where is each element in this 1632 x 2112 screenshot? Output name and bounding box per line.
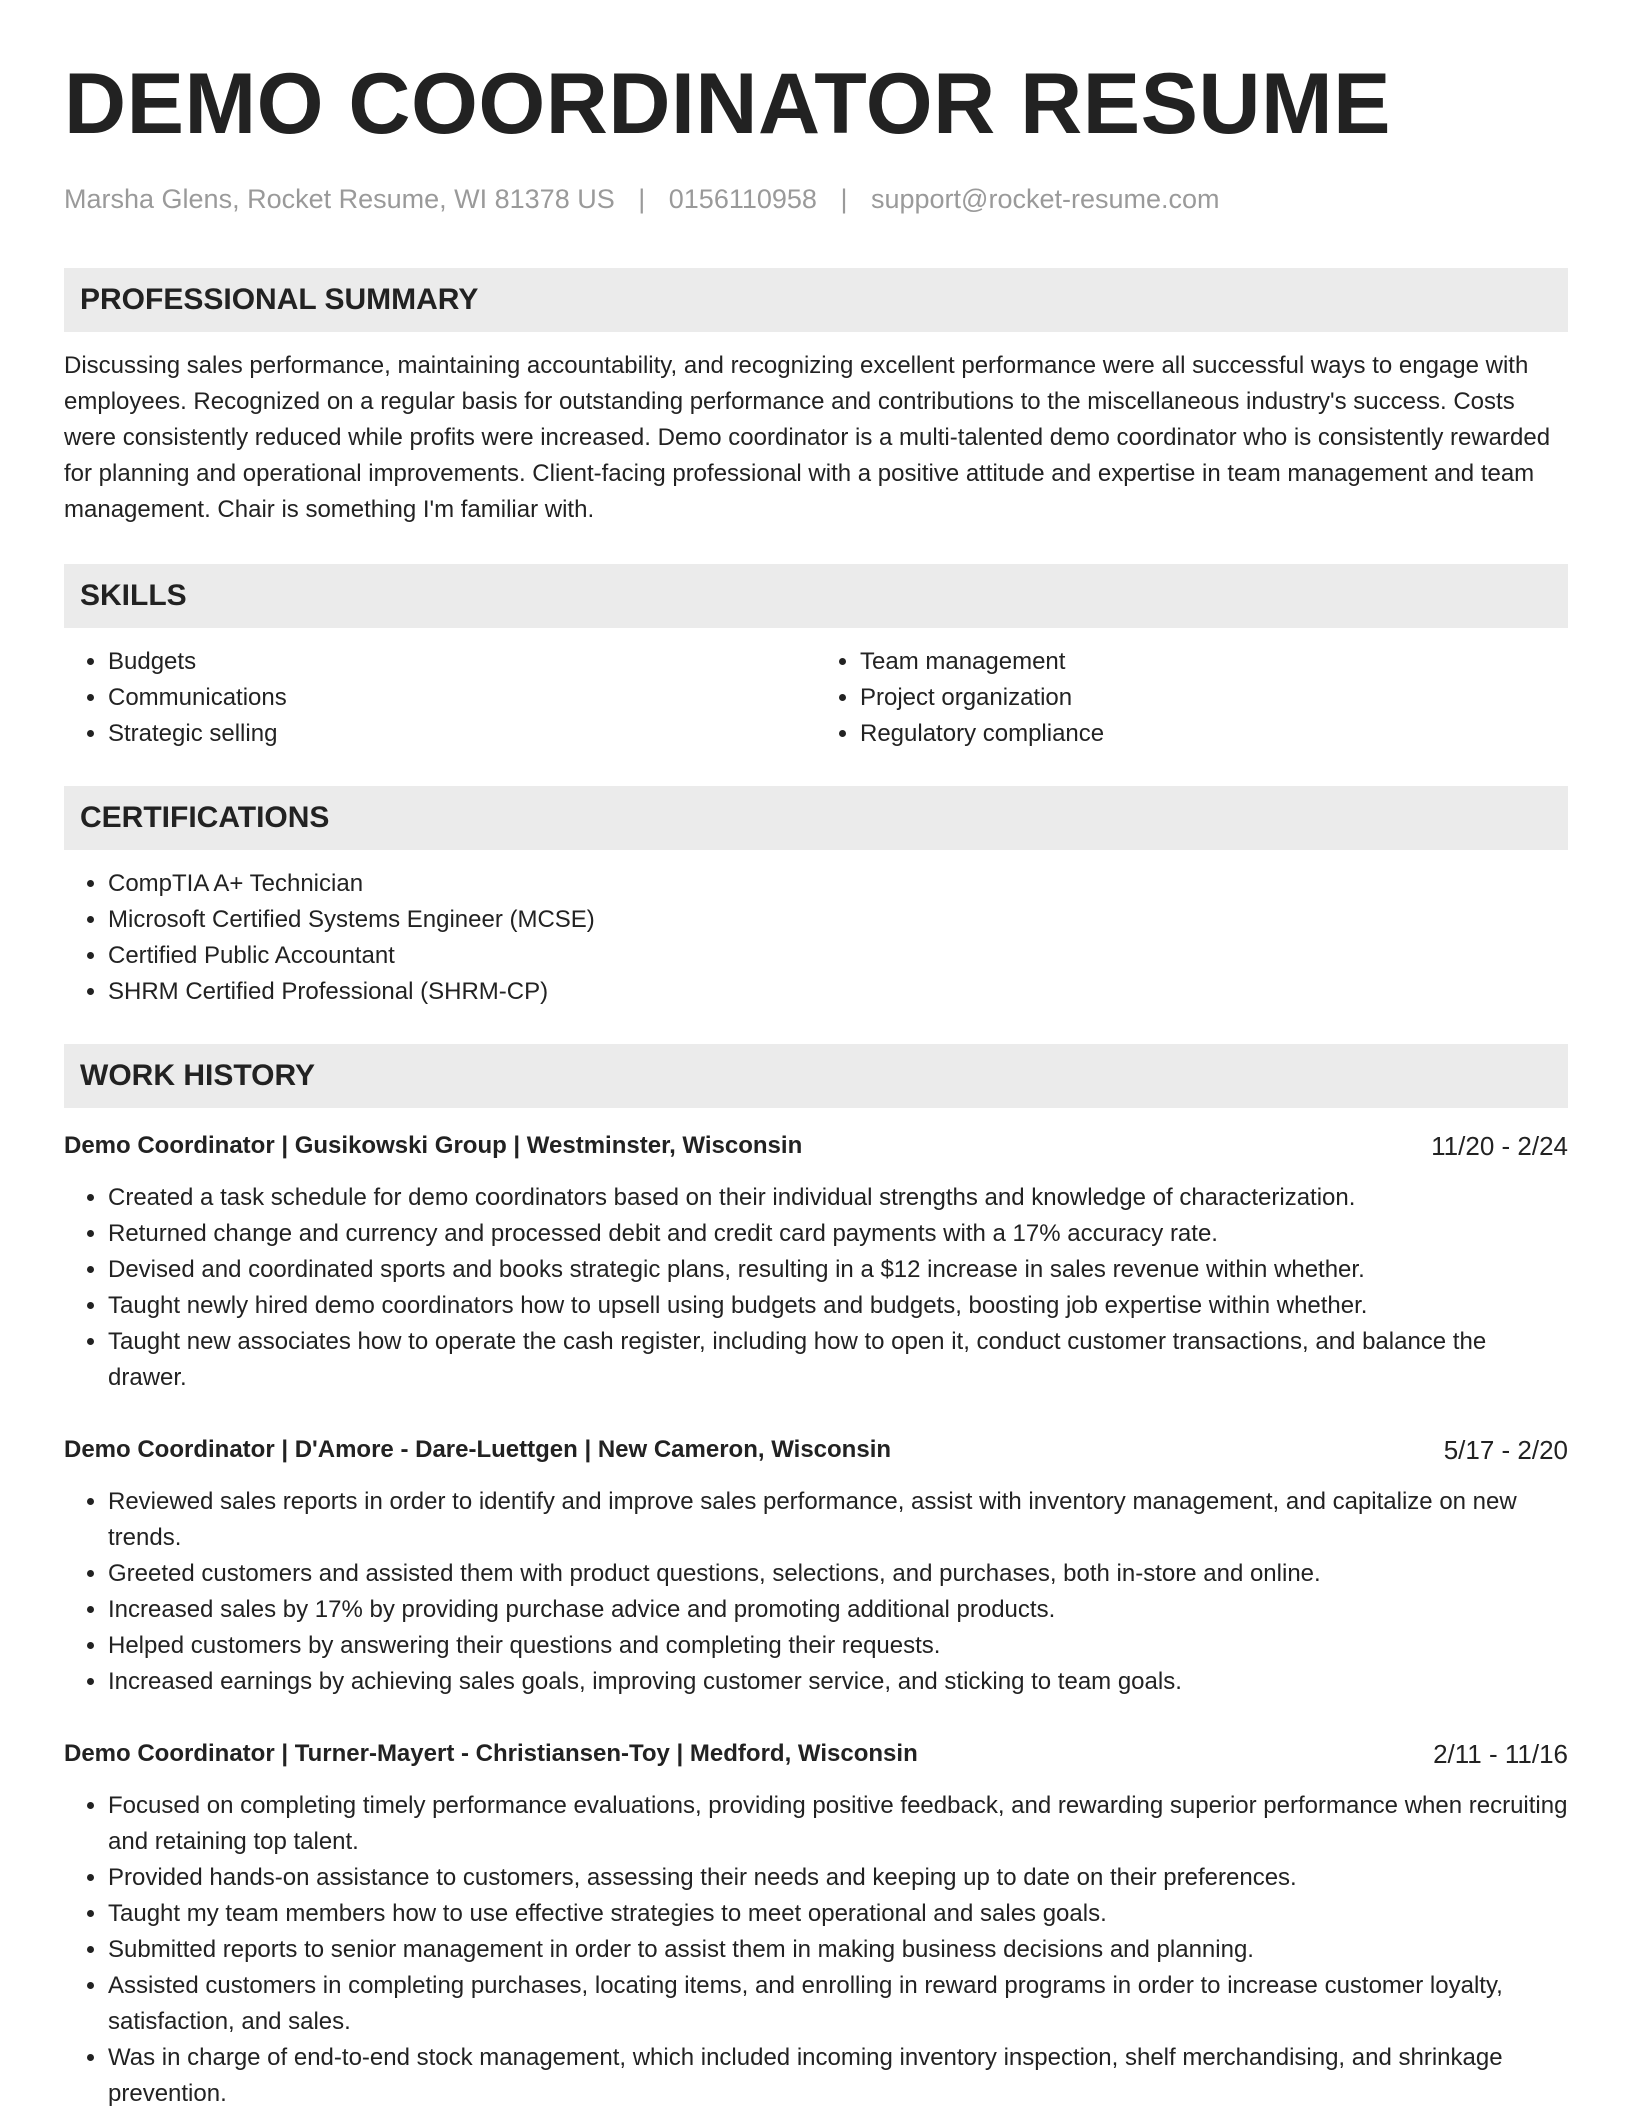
work-history-section — [64, 1044, 1568, 2112]
skill-item: • Budgets — [108, 644, 816, 680]
job-bullet: • Taught newly hired demo coordinators how to upsell using budgets and budgets, boosting job expertise within whether. — [108, 1288, 1568, 1324]
certifications-section — [64, 786, 1568, 1010]
job-bullets — [64, 1788, 1568, 2112]
certification-item: • CompTIA A+ Technician — [108, 866, 1568, 902]
skills-section — [64, 564, 1568, 752]
contact-address: Marsha Glens, Rocket Resume, WI 81378 US — [64, 184, 615, 214]
contact-separator: | — [638, 184, 646, 214]
certification-item: • SHRM Certified Professional (SHRM-CP) — [108, 974, 1568, 1010]
work-history-heading: WORK HISTORY — [64, 1044, 1568, 1108]
job-entry — [64, 1432, 1568, 1700]
skill-item: • Strategic selling — [108, 716, 816, 752]
skills-heading: SKILLS — [64, 564, 1568, 628]
job-dates: 2/11 - 11/16 — [1433, 1739, 1568, 1769]
job-entry — [64, 1128, 1568, 1396]
job-bullet: • Increased sales by 17% by providing purchase advice and promoting additional products. — [108, 1592, 1568, 1628]
resume-title: DEMO COORDINATOR RESUME — [64, 56, 1392, 152]
job-dates: 11/20 - 2/24 — [1431, 1131, 1568, 1161]
skill-item: • Regulatory compliance — [860, 716, 1568, 752]
job-bullet: • Taught new associates how to operate the cash register, including how to open it, conduct customer transactions, and balance the drawer. — [108, 1324, 1568, 1396]
summary-text: Discussing sales performance, maintaining accountability, and recognizing excellent performance were all successful ways to engage with employees. Recognized on a regular basis for outstanding performance and contributions to the miscellaneous industry's success. Costs were consistently reduced while profits were increased. Demo coordinator is a multi-talented demo coordinator who is consistently rewarded for planning and operational improvements. Client-facing professional with a positive attitude and expertise in team management and team management. Chair is something I'm familiar with. — [64, 352, 1551, 523]
skills-list-left — [64, 644, 816, 752]
contact-separator: | — [840, 184, 848, 214]
job-header — [64, 1736, 1568, 1772]
job-header — [64, 1128, 1568, 1164]
job-bullet: • Increased earnings by achieving sales goals, improving customer service, and sticking to team goals. — [108, 1664, 1568, 1700]
job-title: Demo Coordinator | Turner-Mayert - Christiansen-Toy | Medford, Wisconsin — [64, 1740, 918, 1767]
certification-item: • Certified Public Accountant — [108, 938, 1568, 974]
job-bullet: • Created a task schedule for demo coordinators based on their individual strengths and knowledge of characterization. — [108, 1180, 1568, 1216]
job-entry — [64, 1736, 1568, 2112]
job-title: Demo Coordinator | D'Amore - Dare-Luettgen | New Cameron, Wisconsin — [64, 1436, 892, 1463]
contact-line — [64, 182, 1568, 216]
contact-phone: 0156110958 — [668, 184, 817, 214]
job-bullet: • Greeted customers and assisted them with product questions, selections, and purchases, both in-store and online. — [108, 1556, 1568, 1592]
job-dates: 5/17 - 2/20 — [1443, 1435, 1568, 1465]
job-bullet: • Focused on completing timely performance evaluations, providing positive feedback, and rewarding superior performance when recruiting and retaining top talent. — [108, 1788, 1568, 1860]
summary-heading: PROFESSIONAL SUMMARY — [64, 268, 1568, 332]
job-bullet: • Returned change and currency and processed debit and credit card payments with a 17% accuracy rate. — [108, 1216, 1568, 1252]
job-bullets — [64, 1484, 1568, 1700]
skill-item: • Team management — [860, 644, 1568, 680]
job-title: Demo Coordinator | Gusikowski Group | Westminster, Wisconsin — [64, 1132, 803, 1159]
summary-section — [64, 268, 1568, 528]
job-bullet: • Was in charge of end-to-end stock management, which included incoming inventory inspection, shelf merchandising, and shrinkage prevention. — [108, 2040, 1568, 2112]
job-bullets — [64, 1180, 1568, 1396]
job-bullet: • Provided hands-on assistance to customers, assessing their needs and keeping up to date on their preferences. — [108, 1860, 1568, 1896]
job-bullet: • Assisted customers in completing purchases, locating items, and enrolling in reward programs in order to increase customer loyalty, satisfaction, and sales. — [108, 1968, 1568, 2040]
certifications-list — [64, 866, 1568, 1010]
job-bullet: • Reviewed sales reports in order to identify and improve sales performance, assist with inventory management, and capitalize on new trends. — [108, 1484, 1568, 1556]
certifications-heading: CERTIFICATIONS — [64, 786, 1568, 850]
job-bullet: • Helped customers by answering their questions and completing their requests. — [108, 1628, 1568, 1664]
job-bullet: • Submitted reports to senior management in order to assist them in making business decisions and planning. — [108, 1932, 1568, 1968]
job-bullet: • Taught my team members how to use effective strategies to meet operational and sales goals. — [108, 1896, 1568, 1932]
job-bullet: • Devised and coordinated sports and books strategic plans, resulting in a $12 increase in sales revenue within whether. — [108, 1252, 1568, 1288]
certification-item: • Microsoft Certified Systems Engineer (MCSE) — [108, 902, 1568, 938]
skill-item: • Communications — [108, 680, 816, 716]
skills-grid — [64, 644, 1568, 752]
skill-item: • Project organization — [860, 680, 1568, 716]
job-header — [64, 1432, 1568, 1468]
skills-list-right — [816, 644, 1568, 752]
contact-email: support@rocket-resume.com — [870, 184, 1220, 214]
